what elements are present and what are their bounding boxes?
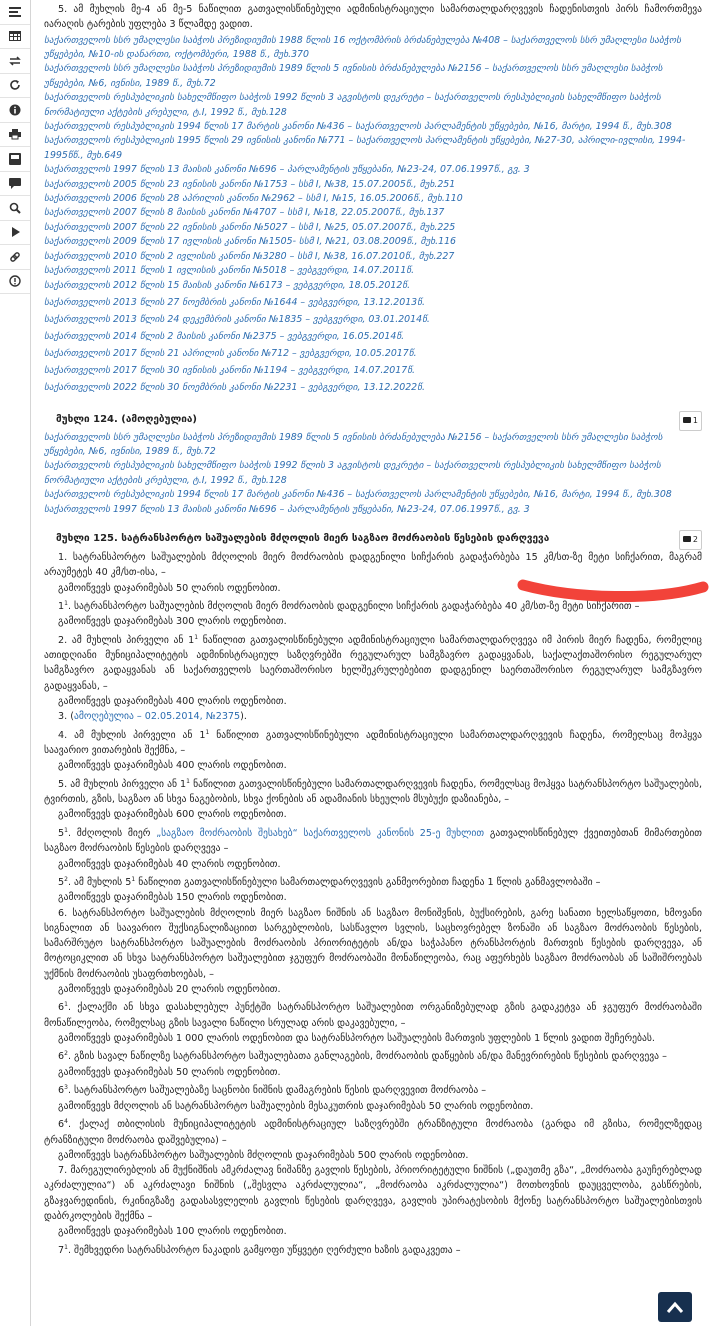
amendment-link[interactable]: საქართველოს 1997 წლის 13 მაისის კანონი №696 – პარლამენტის უწყებანი, №23-24, 07.06.1997წ., გვ. 3 — [44, 503, 530, 515]
refresh-icon[interactable] — [0, 74, 30, 99]
fine-text: გამოიწვევს დაჯარიმებას 400 ლარის ოდენობით. — [58, 695, 287, 707]
paragraph: 6. სატრანსპორტო საშუალების მძღოლის მიერ საგზაო ნიშნის ან საგზაო მონიშვნის, ბუქსირების, გარე სანათი ხელსაწყოთი, ხმოვანი სიგნალით ან საავარიო შუქსიგნალიზაციით სარგებლობის, სასწავლო სვლის, საცხოვრებელ ზონაში ან საგზაო მოძრაობის წესების, სამარშრუტო სატრანსპორტო საშუალების მოძრაობის პრიორიტეტის ან/და საჭაპანო ტრანსპორტის მართვის წესების დარღვევა, ან მოტოციკლით ან სხვა სატრანსპორტო საშუალებით ჯგუფურ მოძრაობაში მონაწილეობა, რაც აფერხებს საგზაო მოძრაობას ან საშიშროებას უქმნის მოძრაობის უსაფრთხოებას, – — [44, 907, 702, 980]
amendment-link[interactable]: საქართველოს 1997 წლის 13 მაისის კანონი №696 – პარლამენტის უწყებანი, №23-24, 07.06.1997წ., გვ. 3 — [44, 164, 530, 176]
amendment-link[interactable]: საქართველოს 2012 წლის 15 მაისის კანონი №6173 – ვებგვერდი, 18.05.2012წ. — [44, 279, 411, 291]
search-icon[interactable] — [0, 196, 30, 221]
fine-text: გამოიწვევს დაჯარიმებას 150 ლარის ოდენობით. — [58, 892, 287, 904]
paragraph: 4. ამ მუხლის პირველი ან $1^1$ ნაწილით გათვალისწინებული ადმინისტრაციული სამართალდარღვევის ჩადენა, რომელსაც მოჰყვა საავარიო ვითარების შექმნა, – — [44, 728, 702, 757]
fine-text: გამოიწვევს სატრანსპორტო საშუალების მძღოლის დაჯარიმებას 500 ლარის ოდენობით. — [58, 1149, 469, 1161]
comment-count-badge[interactable] — [679, 530, 702, 550]
paragraph: $6^2$. გზის სავალ ნაწილზე სატრანსპორტო საშუალებათა განლაგების, მოძრაობის დაწყების ან/და მანევრირების წესების დარღვევა – — [58, 1050, 667, 1063]
article-124-links — [44, 431, 702, 517]
comment-count: 1 — [692, 415, 698, 425]
chevron-up-icon — [666, 1300, 684, 1314]
paragraph: $6^1$. ქალაქში ან სხვა დასახლებულ პუნქტში სატრანსპორტო საშუალებით ორგანიზებულად გზის გადაკეტვა ან ჯგუფურ მოძრაობაში მონაწილეობა, რომელსაც გზის სავალი ნაწილი სრულად არის დაკავებული, – — [44, 1001, 702, 1029]
amendment-link[interactable]: საქართველოს 2010 წლის 2 ივლისის კანონი №3280 – სსმ I, №38, 16.07.2010წ., მუხ.227 — [44, 250, 455, 262]
sidebar-divider — [30, 290, 31, 1326]
amendment-link[interactable]: საქართველოს 2017 წლის 30 ივნისის კანონი №1194 – ვებგვერდი, 14.07.2017წ. — [44, 364, 416, 376]
amendment-link[interactable]: საქართველოს რესპუბლიკის სახელმწიფო საბჭოს 1992 წლის 3 აგვისტოს დეკრეტი – საქართველოს რესპუბლიკის სახელმწიფო საბჭოს ნორმატიული აქტების კრებული, ტ.I, 1992 წ., მუხ.128 — [44, 92, 661, 118]
amendment-link[interactable]: საქართველოს 2006 წლის 28 აპრილის კანონი №2962 – სსმ I, №15, 16.05.2006წ., მუხ.110 — [44, 193, 463, 205]
paragraph: $7^1$. შემხვედრი სატრანსპორტო ნაკადის გამყოფი უწყვეტი ღერძული ხაზის გადაკვეთა – — [58, 1243, 461, 1256]
amendment-link[interactable]: საქართველოს 2013 წლის 27 ნოემბრის კანონი №1644 – ვებგვერდი, 13.12.2013წ. — [44, 296, 425, 308]
comment-icon — [683, 417, 691, 423]
fine-text: გამოიწვევს დაჯარიმებას 20 ლარის ოდენობით. — [58, 984, 281, 996]
table-icon[interactable] — [0, 25, 30, 50]
fine-text: გამოიწვევს დაჯარიმებას 100 ლარის ოდენობით. — [58, 1226, 287, 1238]
amendment-link[interactable]: საქართველოს რესპუბლიკის 1994 წლის 17 მარტის კანონი №436 – საქართველოს პარლამენტის უწყებები, №16, მარტი, 1994 წ., მუხ.308 — [44, 121, 672, 133]
comment-count-badge[interactable] — [679, 411, 702, 431]
amendment-link[interactable]: საქართველოს 2009 წლის 17 ივლისის კანონი №1505- სსმ I, №21, 03.08.2009წ., მუხ.116 — [44, 236, 457, 248]
fine-text: გამოიწვევს დაჯარიმებას 40 ლარის ოდენობით. — [58, 858, 281, 870]
paragraph: $6^4$. ქალაქ თბილისის მუნიციპალიტეტის ადმინისტრაციულ საზღვრებში ტრანზიტული მოძრაობა (გარდა იმ გზისა, რომელზედაც ტრანზიტული მოძრაობა დაშვებულია) – — [44, 1118, 702, 1146]
repeal-link[interactable]: ამოღებულია – 02.05.2014, №2375 — [73, 711, 241, 723]
fine-text: გამოიწვევს დაჯარიმებას 1 000 ლარის ოდენობით და სატრანსპორტო საშუალების მართვის უფლების 1 წლის ვადით შეჩერებას. — [58, 1033, 655, 1045]
document-body — [44, 0, 702, 1258]
comment-icon[interactable] — [0, 172, 30, 197]
fine-text: გამოიწვევს მძღოლის ან სატრანსპორტო საშუალების მესაკუთრის დაჯარიმებას 50 ლარის ოდენობით. — [58, 1100, 534, 1112]
amendment-link[interactable]: საქართველოს რესპუბლიკის სახელმწიფო საბჭოს 1992 წლის 3 აგვისტოს დეკრეტი – საქართველოს რესპუბლიკის სახელმწიფო საბჭოს ნორმატიული აქტების კრებული, ტ.I, 1992 წ., მუხ.128 — [44, 460, 661, 486]
paragraph: 3. (ამოღებულია – 02.05.2014, №2375). — [58, 711, 247, 723]
info-icon[interactable] — [0, 98, 30, 123]
amendment-link[interactable]: საქართველოს 2022 წლის 30 ნოემბრის კანონი №2231 – ვებგვერდი, 13.12.2022წ. — [44, 381, 425, 393]
article-124-title — [56, 412, 702, 428]
link-icon[interactable] — [0, 245, 30, 270]
paragraph: 2. ამ მუხლის პირველი ან $1^1$ ნაწილით გათვალისწინებული ადმინისტრაციული სამართალდარღვევა იმ პირის მიერ ჩადენა, რომელიც ათიდღიანი მუნიციპალიტეტის ადმინისტრაციულ საზღვრებში რეგულარულ სამგზავრო გადაყვანას, საქალაქთაშორისო რეგულარულ სამგზავრო გადაყვანას ან საქართველოს საერთაშორისო ხელშეკრულებებით დადგენილ საერთაშორისო რეგულარულ სამგზავრო გადაყვანას, – — [44, 633, 702, 692]
amendment-link[interactable]: საქართველოს რესპუბლიკის 1995 წლის 29 ივნისის კანონი №771 – საქართველოს პარლამენტის უწყებები, №27-30, აპრილი-ივლისი, 1994-1995წწ., მუხ.649 — [44, 135, 686, 161]
save-icon[interactable] — [0, 147, 30, 172]
amendment-link[interactable]: საქართველოს სსრ უმაღლესი საბჭოს პრეზიდიუმის 1989 წლის 5 ივნისის ბრძანებულება №2156 – საქართველოს სსრ უმაღლესი საბჭოს უწყებები, №6, ივნისი, 1989 წ., მუხ.72 — [44, 431, 663, 457]
article-125-title — [56, 531, 702, 547]
paragraph: $5^2$. ამ მუხლის $5^1$ ნაწილით გათვალისწინებული სამართალდარღვევის განმეორებით ჩადენა 1 წლის განმავლობაში – — [58, 875, 601, 888]
comment-icon — [683, 536, 691, 542]
paragraph: $1^1$. სატრანსპორტო საშუალების მძღოლის მიერ მოძრაობის დადგენილი სიჩქარის გადაჭარბება 40 კმ/სთ-ზე მეტი სიჩქარით – — [58, 599, 640, 613]
sidebar-toolbar — [0, 0, 31, 290]
amendment-link[interactable]: საქართველოს 2013 წლის 24 დეკემბრის კანონი №1835 – ვებგვერდი, 03.01.2014წ. — [44, 313, 430, 325]
paragraph: 5. ამ მუხლის მე-4 ან მე-5 ნაწილით გათვალისწინებული ადმინისტრაციული სამართალდარღვევის ჩადენისთვის პირს ჩამორთმევა იარაღის ტარების უფლება 3 წლამდე ვადით. — [44, 4, 702, 31]
paragraph: $6^3$. სატრანსპორტო საშუალებაზე საცნობი ნიშნის დამაგრების წესის დარღვევით მოძრაობა – — [58, 1084, 487, 1097]
fine-text: გამოიწვევს დაჯარიმებას 50 ლარის ოდენობით. — [58, 582, 281, 594]
swap-icon[interactable] — [0, 49, 30, 74]
paragraph: 7. მარეგულირებლის ან მუქნიშნის ამკრძალავ ნიშანზე გავლის წესების, პრიორიტეტული ნიშნის („დაუთმე გზა“, „მოძრაობა გაუჩერებლად აკრძალულია“) ან აკრძალავი ნიშნის („შესვლა აკრძალულია“, „მოძრაობა აკრძალულია“) მოთხოვნის დაუცველობა, გასწრების, გზაჯვარედინის, რკინიგზაზე გადასასვლელის გავლის წესების დარღვევა, გავლის უპირატესობის მქონე სატრანსპორტო საშუალებისთვის დაბრკოლების შექმნა – — [44, 1165, 702, 1222]
amendment-link[interactable]: საქართველოს 2014 წლის 2 მაისის კანონი №2375 – ვებგვერდი, 16.05.2014წ. — [44, 330, 405, 342]
paragraph: $5^1$. მძღოლის მიერ „საგზაო მოძრაობის შესახებ“ საქართველოს კანონის 25-ე მუხლით გათვალისწინებულ ქვეითებთან მიმართებით საგზაო მოძრაობის წესების დარღვევა – — [44, 826, 702, 855]
amendment-links-top — [44, 34, 702, 398]
article-title-text: მუხლი 124. (ამოღებულია) — [56, 413, 197, 425]
play-icon[interactable] — [0, 221, 30, 246]
amendment-link[interactable]: საქართველოს სსრ უმაღლესი საბჭოს პრეზიდიუმის 1989 წლის 5 ივნისის ბრძანებულება №2156 – საქართველოს სსრ უმაღლესი საბჭოს უწყებები, №6, ივნისი, 1989 წ., მუხ.72 — [44, 63, 663, 89]
amendment-link[interactable]: საქართველოს 2007 წლის 8 მაისის კანონი №4707 – სსმ I, №18, 22.05.2007წ., მუხ.137 — [44, 207, 445, 219]
law-article-link[interactable]: „საგზაო მოძრაობის შესახებ“ საქართველოს კანონის 25-ე მუხლით — [156, 827, 485, 839]
paragraph: 5. ამ მუხლის პირველი ან $1^1$ ნაწილით გათვალისწინებული სამართალდარღვევის ჩადენა, რომელსაც მოჰყვა სატრანსპორტო საშუალების, ტვირთის, გზის, საგზაო ან სხვა ნაგებობის, სხვა ქონების ან ადამიანის სხეულის მსუბუქი დაზიანება, – — [44, 777, 702, 806]
print-icon[interactable] — [0, 123, 30, 148]
article-title-text: მუხლი 125. სატრანსპორტო საშუალების მძღოლის მიერ საგზაო მოძრაობის წესების დარღვევა — [56, 532, 550, 544]
fine-text: გამოიწვევს დაჯარიმებას 50 ლარის ოდენობით. — [58, 1066, 281, 1078]
comment-count: 2 — [692, 534, 698, 544]
fine-text: გამოიწვევს დაჯარიმებას 400 ლარის ოდენობით. — [58, 760, 287, 772]
amendment-link[interactable]: საქართველოს 2007 წლის 22 ივნისის კანონი №5027 – სსმ I, №25, 05.07.2007წ., მუხ.225 — [44, 221, 456, 233]
article-125-body — [44, 550, 702, 1258]
paragraph: 1. სატრანსპორტო საშუალების მძღოლის მიერ მოძრაობის დადგენილი სიჩქარის გადაჭარბება 15 კმ/სთ-ზე მეტი სიჩქარით, მაგრამ არაუმეტეს 40 კმ/სთ-ისა, – — [44, 551, 702, 579]
scroll-to-top-button[interactable] — [658, 1292, 692, 1322]
fine-text: გამოიწვევს დაჯარიმებას 300 ლარის ოდენობით. — [58, 616, 287, 628]
amendment-link[interactable]: საქართველოს 2005 წლის 23 ივნისის კანონი №1753 – სსმ I, №38, 15.07.2005წ., მუხ.251 — [44, 178, 456, 190]
fine-text: გამოიწვევს დაჯარიმებას 600 ლარის ოდენობით. — [58, 809, 287, 821]
amendment-link[interactable]: საქართველოს სსრ უმაღლესი საბჭოს პრეზიდიუმის 1988 წლის 16 ოქტომბრის ბრძანებულება №408 – საქართველოს სსრ უმაღლესი საბჭოს უწყებები, №10-ის დანართი, ოქტომბერი, 1988 წ., მუხ.370 — [44, 34, 682, 60]
alert-icon[interactable] — [0, 270, 30, 295]
amendment-link[interactable]: საქართველოს 2017 წლის 21 აპრილის კანონი №712 – ვებგვერდი, 10.05.2017წ. — [44, 347, 417, 359]
amendment-link[interactable]: საქართველოს 2011 წლის 1 ივლისის კანონი №5018 – ვებგვერდი, 14.07.2011წ. — [44, 265, 415, 277]
menu-icon[interactable] — [0, 0, 30, 25]
amendment-link[interactable]: საქართველოს რესპუბლიკის 1994 წლის 17 მარტის კანონი №436 – საქართველოს პარლამენტის უწყებები, №16, მარტი, 1994 წ., მუხ.308 — [44, 489, 672, 501]
